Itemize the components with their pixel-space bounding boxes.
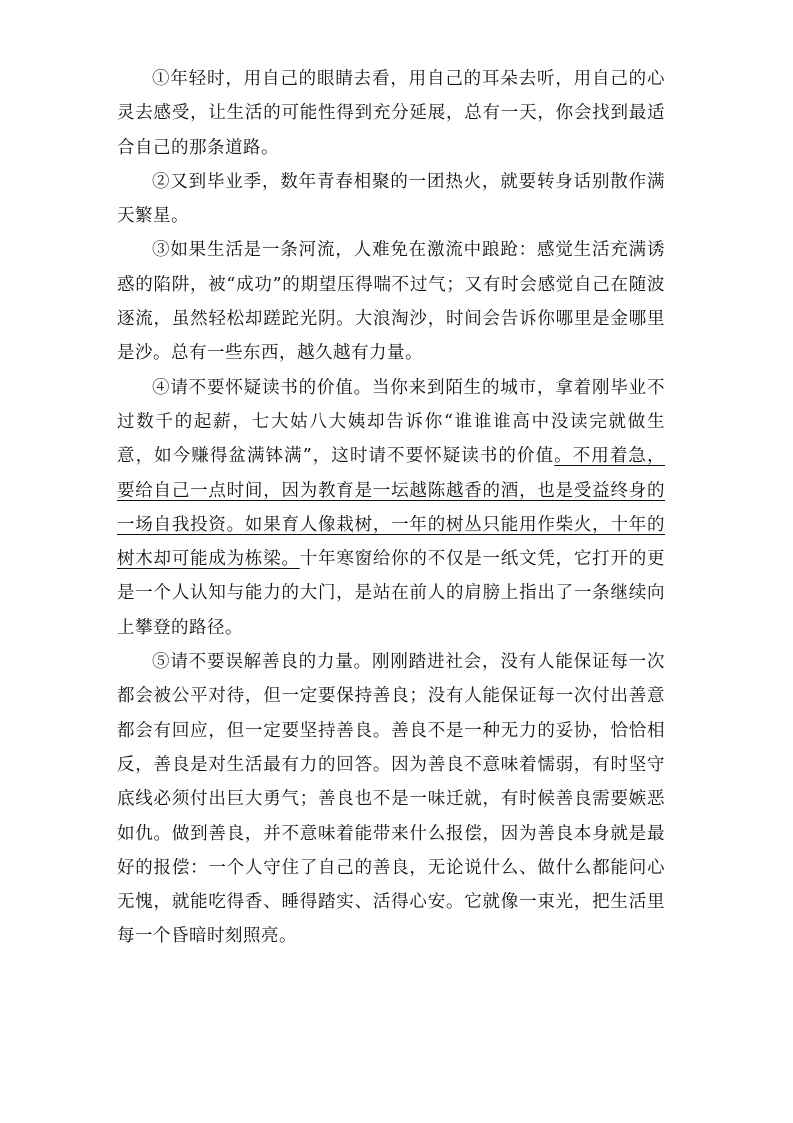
paragraph-5: ⑤请不要误解善良的力量。刚刚踏进社会，没有人能保证每一次都会被公平对待，但一定要保持善良；没有人能保证每一次付出善意都会有回应，但一定要坚持善良。善良不是一种无力的妥协，恰恰相反，善良是对生活最有力的回答。因为善良不意味着懦弱，有时坚守底线必须付出巨大勇气；善良也不是一味迁就，有时候善良需要嫉恶如仇。做到善良，并不意味着能带来什么报偿，因为善良本身就是最好的报偿：一个人守住了自己的善良，无论说什么、做什么都能问心无愧，就能吃得香、睡得踏实、活得心安。它就像一束光，把生活里每一个昏暗时刻照亮。 [117, 652, 665, 947]
article-body [117, 62, 665, 954]
paragraph-4 [117, 371, 665, 645]
paragraph-1: ①年轻时，用自己的眼睛去看，用自己的耳朵去听，用自己的心灵去感受，让生活的可能性得到充分延展，总有一天，你会找到最适合自己的那条道路。 [117, 69, 665, 158]
paragraph-2: ②又到毕业季，数年青春相聚的一团热火，就要转身话别散作满天繁星。 [117, 171, 665, 227]
paragraph-4-underlined-text: 。不用着急，要给自己一点时间，因为教育是一坛越陈越香的酒，也是受益终身的一场自我投资。如果育人像栽树，一年的树丛只能用作柴火，十年的树木却可能成为栋梁。 [117, 446, 665, 570]
paragraph-3: ③如果生活是一条河流，人难免在激流中踉跄：感觉生活充满诱惑的陷阱，被“成功”的期望压得喘不过气；又有时会感觉自己在随波逐流，虽然轻松却蹉跎光阴。大浪淘沙，时间会告诉你哪里是金哪里是沙。总有一些东西，越久越有力量。 [117, 240, 665, 364]
paragraph-4-text-before: ④请不要怀疑读书的价值。当你来到陌生的城市，拿着刚毕业不过数千的起薪，七大姑八大姨却告诉你“谁谁谁高中没读完就做生意，如今赚得盆满钵满”，这时请不要怀疑读书的价值 [117, 377, 665, 467]
paragraph-4-text-after: 十年寒窗给你的不仅是一纸文凭，它打开的更是一个人认知与能力的大门，是站在前人的肩膀上指出了一条继续向上攀登的路径。 [117, 549, 666, 638]
